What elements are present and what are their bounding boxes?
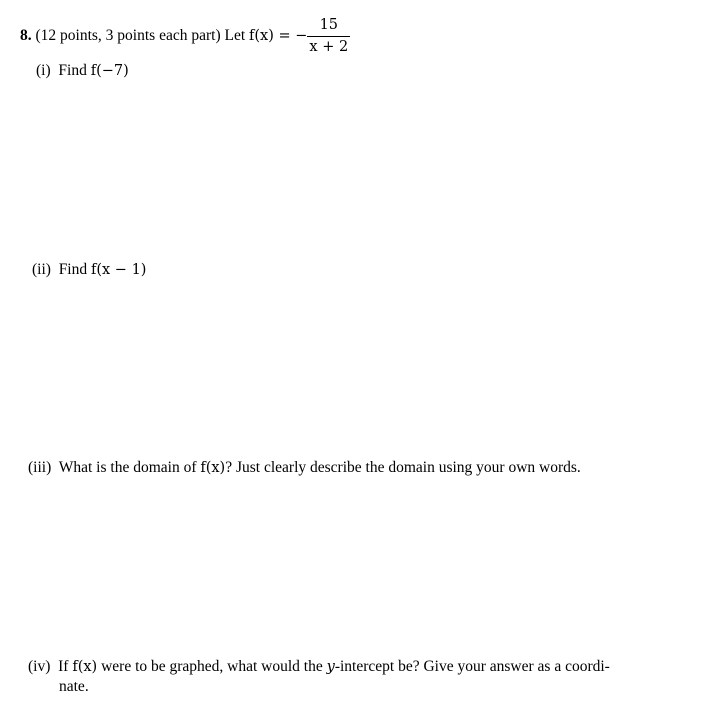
part-iv-text-after: -intercept be? Give your answer as a coordi- — [334, 658, 610, 675]
function-lhs: f(x) = − — [249, 28, 308, 44]
fraction-numerator: 15 — [307, 18, 350, 37]
part-iii-label: (iii) — [28, 459, 52, 476]
part-iv-line2: nate. — [59, 678, 89, 695]
part-i-label: (i) — [36, 62, 51, 79]
part-i-text: Find — [58, 62, 91, 79]
part-iv-math: f(x) — [72, 659, 98, 675]
part-iii-text-before: What is the domain of — [58, 459, 201, 476]
part-iv-text-before: If — [58, 658, 73, 675]
part-ii — [32, 261, 146, 279]
part-i — [36, 62, 129, 80]
fraction-denominator: x + 2 — [309, 38, 349, 55]
part-iii-math: f(x) — [200, 460, 226, 476]
part-iii — [28, 459, 581, 477]
part-ii-text: Find — [58, 261, 91, 278]
problem-header — [20, 18, 350, 54]
function-fraction — [307, 18, 350, 54]
part-iii-text-after: ? Just clearly describe the domain using your own words. — [225, 459, 581, 476]
part-i-math: f(−7) — [90, 63, 129, 79]
part-iv — [28, 658, 610, 676]
part-iv-label: (iv) — [28, 658, 51, 675]
part-ii-math: f(x − 1) — [91, 262, 147, 278]
problem-number: 8. — [20, 27, 32, 44]
part-iv-text-mid: were to be graphed, what would the — [97, 658, 327, 675]
part-iv-math-y: y — [326, 659, 335, 675]
problem-intro: (12 points, 3 points each part) Let — [35, 27, 250, 44]
part-ii-label: (ii) — [32, 261, 51, 278]
